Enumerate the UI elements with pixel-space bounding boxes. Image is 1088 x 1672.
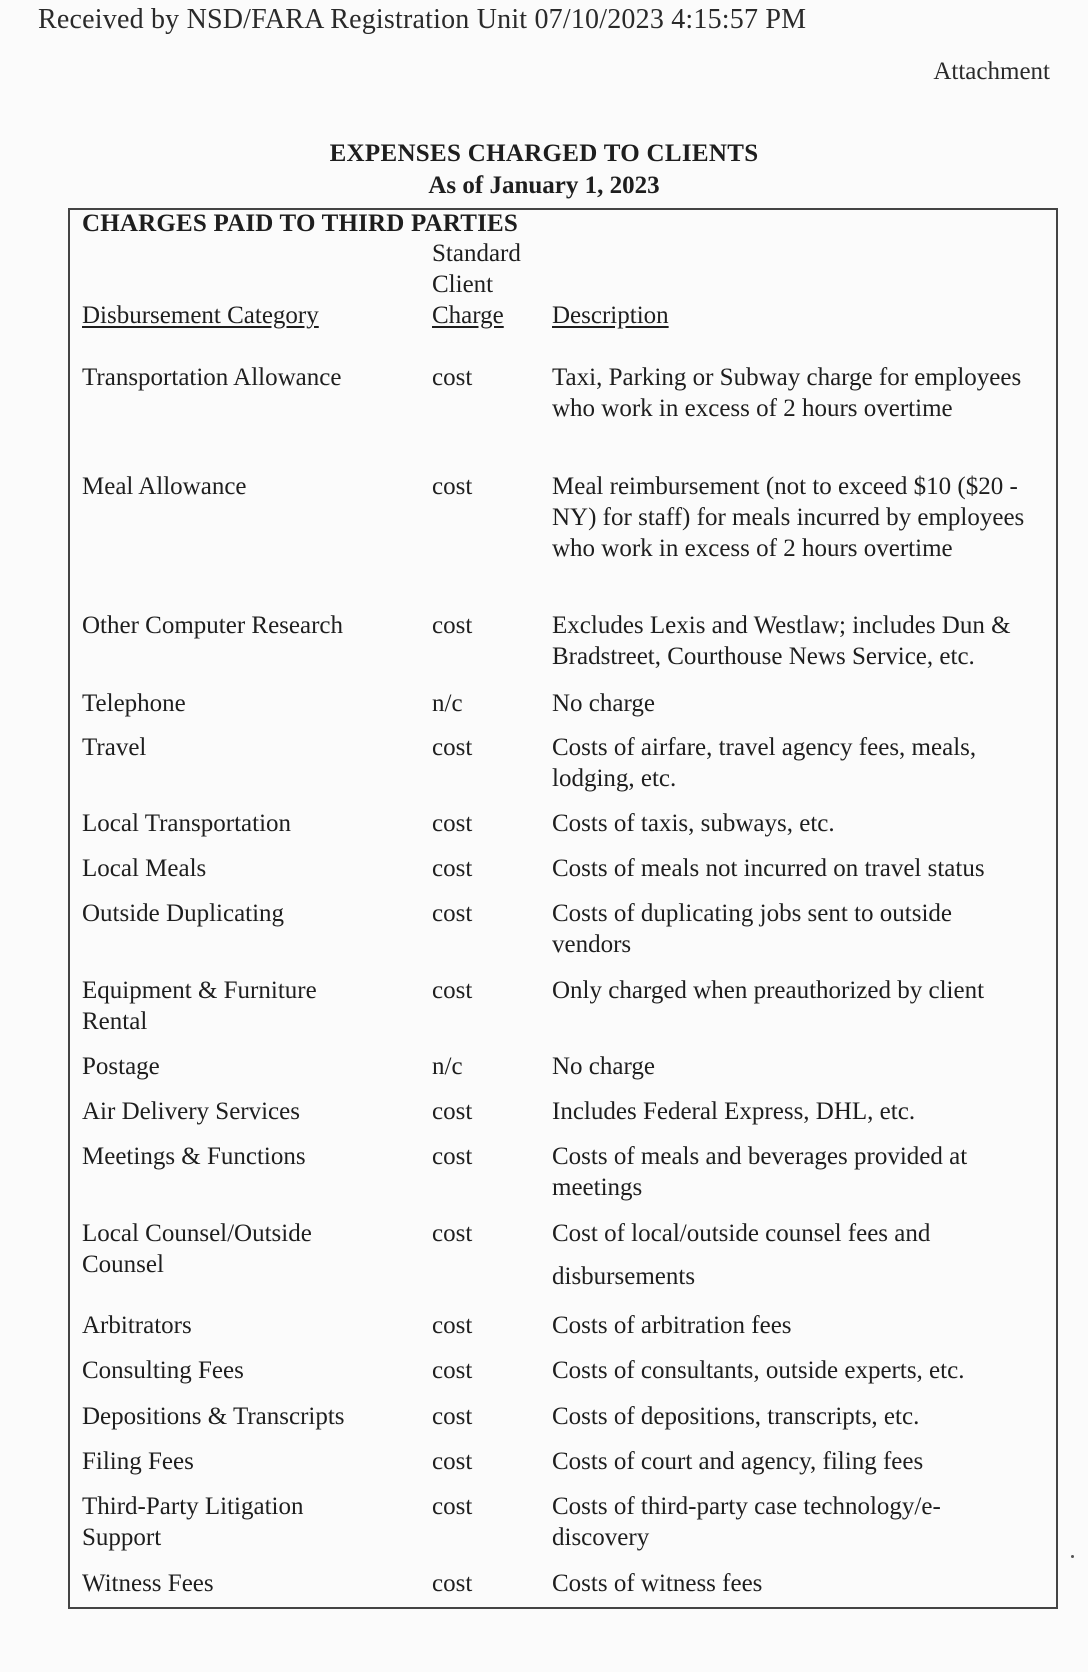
row-description: Costs of court and agency, filing fees bbox=[552, 1448, 924, 1475]
row-category: Outside Duplicating bbox=[82, 900, 285, 927]
received-stamp: Received by NSD/FARA Registration Unit 07/10/2023 4:15:57 PM bbox=[38, 4, 807, 35]
row-description-line2: disbursements bbox=[552, 1263, 696, 1290]
row-category: Telephone bbox=[82, 690, 186, 717]
row-category: Local Transportation bbox=[82, 810, 292, 837]
section-heading: CHARGES PAID TO THIRD PARTIES bbox=[82, 210, 519, 237]
row-category: Transportation Allowance bbox=[82, 364, 342, 391]
column-header-charge-line1: Standard bbox=[432, 240, 521, 267]
row-category: Postage bbox=[82, 1053, 160, 1080]
column-header-description bbox=[552, 300, 669, 331]
row-category: Witness Fees bbox=[82, 1570, 214, 1597]
row-category: Filing Fees bbox=[82, 1448, 194, 1475]
row-description: Costs of consultants, outside experts, etc. bbox=[552, 1357, 965, 1384]
row-charge: n/c bbox=[432, 690, 463, 717]
row-charge: cost bbox=[432, 1493, 473, 1520]
attachment-label: Attachment bbox=[933, 58, 1050, 85]
row-category: Meal Allowance bbox=[82, 473, 247, 500]
row-charge: cost bbox=[432, 900, 473, 927]
row-description: Only charged when preauthorized by client bbox=[552, 977, 985, 1004]
row-description: Costs of depositions, transcripts, etc. bbox=[552, 1403, 920, 1430]
row-charge: cost bbox=[432, 1448, 473, 1475]
row-category: Arbitrators bbox=[82, 1312, 192, 1339]
row-description: Costs of arbitration fees bbox=[552, 1312, 792, 1339]
column-header-charge-line3: Charge bbox=[432, 302, 504, 329]
row-charge: cost bbox=[432, 977, 473, 1004]
row-category: Consulting Fees bbox=[82, 1357, 244, 1384]
column-header-charge bbox=[432, 238, 521, 331]
row-description: No charge bbox=[552, 1053, 655, 1080]
column-header-category bbox=[82, 300, 319, 331]
row-charge: cost bbox=[432, 810, 473, 837]
row-description: Costs of taxis, subways, etc. bbox=[552, 810, 835, 837]
row-category: Local Counsel/Outside Counsel bbox=[82, 1220, 312, 1278]
row-description: No charge bbox=[552, 690, 655, 717]
row-category: Third-Party Litigation Support bbox=[82, 1493, 304, 1551]
row-category: Other Computer Research bbox=[82, 612, 344, 639]
row-charge: cost bbox=[432, 1357, 473, 1384]
row-description-line1: Cost of local/outside counsel fees and bbox=[552, 1220, 931, 1247]
row-charge: cost bbox=[432, 612, 473, 639]
row-charge: cost bbox=[432, 1220, 473, 1247]
row-category: Meetings & Functions bbox=[82, 1143, 306, 1170]
row-category: Depositions & Transcripts bbox=[82, 1403, 345, 1430]
row-description: Costs of witness fees bbox=[552, 1570, 763, 1597]
row-description: Costs of meals and beverages provided at meetings bbox=[552, 1143, 968, 1201]
row-charge: n/c bbox=[432, 1053, 463, 1080]
row-charge: cost bbox=[432, 1143, 473, 1170]
row-description: Costs of duplicating jobs sent to outside vendors bbox=[552, 900, 952, 958]
row-category: Equipment & Furniture Rental bbox=[82, 977, 317, 1035]
row-description bbox=[552, 1218, 1052, 1292]
row-charge: cost bbox=[432, 734, 473, 761]
column-header-category-text: Disbursement Category bbox=[82, 302, 319, 329]
row-charge: cost bbox=[432, 1403, 473, 1430]
row-charge: cost bbox=[432, 1312, 473, 1339]
row-category: Local Meals bbox=[82, 855, 207, 882]
column-header-charge-line2: Client bbox=[432, 271, 494, 298]
row-charge: cost bbox=[432, 1570, 473, 1597]
row-category: Travel bbox=[82, 734, 147, 761]
row-description: Costs of third-party case technology/e-discovery bbox=[552, 1493, 941, 1551]
row-description: Costs of airfare, travel agency fees, meals, lodging, etc. bbox=[552, 734, 977, 792]
row-description: Costs of meals not incurred on travel status bbox=[552, 855, 985, 882]
row-charge: cost bbox=[432, 364, 473, 391]
row-charge: cost bbox=[432, 1098, 473, 1125]
row-charge: cost bbox=[432, 855, 473, 882]
row-description: Meal reimbursement (not to exceed $10 ($20 - NY) for staff) for meals incurred by employees who work in excess of 2 hours overtime bbox=[552, 473, 1025, 562]
row-description: Taxi, Parking or Subway charge for employees who work in excess of 2 hours overtime bbox=[552, 364, 1022, 422]
row-charge: cost bbox=[432, 473, 473, 500]
row-description: Includes Federal Express, DHL, etc. bbox=[552, 1098, 916, 1125]
scan-speck bbox=[1071, 1555, 1074, 1558]
row-description: Excludes Lexis and Westlaw; includes Dun & Bradstreet, Courthouse News Service, etc. bbox=[552, 612, 1011, 670]
row-category: Air Delivery Services bbox=[82, 1098, 300, 1125]
column-header-description-text: Description bbox=[552, 302, 669, 329]
document-title: EXPENSES CHARGED TO CLIENTS bbox=[329, 140, 759, 167]
document-subtitle: As of January 1, 2023 bbox=[428, 172, 660, 199]
